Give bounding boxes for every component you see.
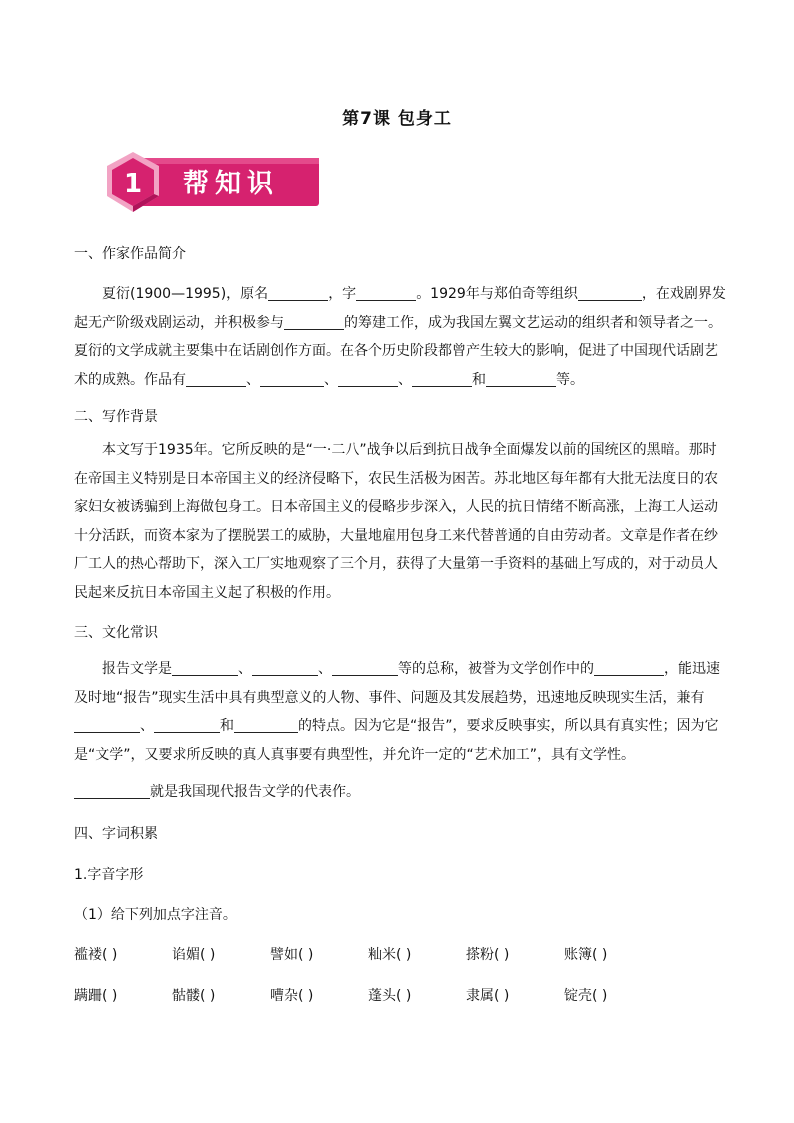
vocab-item[interactable]: 搽粉( ) — [466, 947, 510, 963]
section1-heading: 一、作家作品简介 — [74, 246, 186, 262]
section-banner — [103, 152, 321, 216]
section3-footnote — [74, 778, 726, 807]
blank-field[interactable] — [594, 659, 664, 676]
s3-sep: 、 — [140, 718, 154, 734]
vocab-item[interactable]: 嘈杂( ) — [270, 988, 314, 1004]
blank-field[interactable] — [252, 659, 318, 676]
s3-text: 的特点。因为它是“报告”，要求反映事实，所以具有真实性；因为它是“文学”，又要求所反映的真人真事要有典型性，并允许一定的“艺术加工”，具有文学性。 — [74, 718, 719, 763]
s3-text: 等的总称，被誉为文学创作中的 — [398, 661, 594, 677]
s1-text: ，在戏剧界发起无产阶级戏剧运动，并积极参与 — [74, 286, 726, 331]
vocab-item[interactable]: 隶属( ) — [466, 988, 510, 1004]
s1-text: 夏衍(1900—1995)，原名 — [102, 286, 269, 302]
blank-field[interactable] — [338, 370, 398, 387]
section4-subheading: 1.字音字形 — [74, 867, 144, 883]
blank-field[interactable] — [412, 370, 472, 387]
s1-text: ，字 — [328, 286, 357, 302]
s1-sep: 、 — [398, 371, 412, 388]
s3-sep: 、 — [238, 661, 252, 677]
vocab-item[interactable]: 譬如( ) — [270, 947, 314, 963]
blank-field[interactable] — [284, 313, 344, 330]
s1-end: 等。 — [556, 371, 584, 388]
page-title: 第7课 包身工 — [342, 109, 452, 129]
section3-heading: 三、文化常识 — [74, 625, 158, 641]
vocab-item[interactable]: 谄媚( ) — [172, 947, 216, 963]
blank-field[interactable] — [74, 716, 140, 733]
s1-and: 和 — [472, 371, 486, 388]
section4-heading: 四、字词积累 — [74, 826, 158, 842]
vocab-item[interactable]: 蓬头( ) — [368, 988, 412, 1004]
vocab-item[interactable]: 籼米( ) — [368, 947, 412, 963]
section2-heading: 二、写作背景 — [74, 409, 158, 425]
blank-field[interactable] — [186, 370, 246, 387]
vocab-item[interactable]: 账簿( ) — [564, 947, 608, 963]
vocab-item[interactable]: 褴褛( ) — [74, 947, 118, 963]
s1-sep: 、 — [246, 371, 260, 388]
banner-graphic — [103, 152, 321, 216]
blank-field[interactable] — [260, 370, 324, 387]
banner-label: 帮知识 — [182, 169, 280, 199]
vocab-item[interactable]: 锭壳( ) — [564, 988, 608, 1004]
blank-field[interactable] — [268, 284, 328, 301]
s1-text: 。1929年与郑伯奇等组织 — [416, 286, 578, 302]
blank-field[interactable] — [74, 782, 150, 799]
blank-field[interactable] — [234, 716, 298, 733]
section2-paragraph: 本文写于1935年。它所反映的是“一·二八”战争以后到抗日战争全面爆发以前的国统区的黑暗。那时在帝国主义特别是日本帝国主义的经济侵略下，农民生活极为困苦。苏北地区每年都有大批无法度日的农家妇女被诱骗到上海做包身工。日本帝国主义的侵略步步深入，人民的抗日情绪不断高涨，上海工人运动十分活跃，而资本家为了摆脱罢工的威胁，大量地雇用包身工来代替普通的自由劳动者。文章是作者在纱厂工人的热心帮助下，深入工厂实地观察了三个月，获得了大量第一手资料的基础上写成的，对于动员人民起来反抗日本帝国主义起了积极的作用。 — [74, 442, 718, 601]
s1-sep: 、 — [324, 371, 338, 388]
s3-text: ，能迅速及时地“报告”现实生活中具有典型意义的人物、事件、问题及其发展趋势，迅速地反映现实生活，兼有 — [74, 661, 720, 706]
s3-text: 就是我国现代报告文学的代表作。 — [150, 784, 360, 800]
blank-field[interactable] — [172, 659, 238, 676]
blank-field[interactable] — [356, 284, 416, 301]
s3-sep: 、 — [318, 661, 332, 677]
vocab-row-1 — [74, 944, 662, 964]
blank-field[interactable] — [578, 284, 642, 301]
s1-text: 的筹建工作，成为我国左翼文艺运动的组织者和领导者之一。夏衍的文学成就主要集中在话剧创作方面。在各个历史阶段都曾产生较大的影响，促进了中国现代话剧艺术的成熟。作品有 — [74, 314, 722, 388]
blank-field[interactable] — [486, 370, 556, 387]
vocab-item[interactable]: 蹒跚( ) — [74, 988, 118, 1004]
section4-instruction: （1）给下列加点字注音。 — [74, 907, 237, 923]
banner-number: 1 — [123, 169, 143, 199]
blank-field[interactable] — [332, 659, 398, 676]
s3-text: 报告文学是 — [102, 661, 172, 677]
section1-paragraph — [74, 280, 726, 394]
s3-and: 和 — [220, 718, 234, 734]
vocab-item[interactable]: 骷髅( ) — [172, 988, 216, 1004]
section3-paragraph — [74, 655, 726, 769]
blank-field[interactable] — [154, 716, 220, 733]
vocab-row-2 — [74, 985, 662, 1005]
